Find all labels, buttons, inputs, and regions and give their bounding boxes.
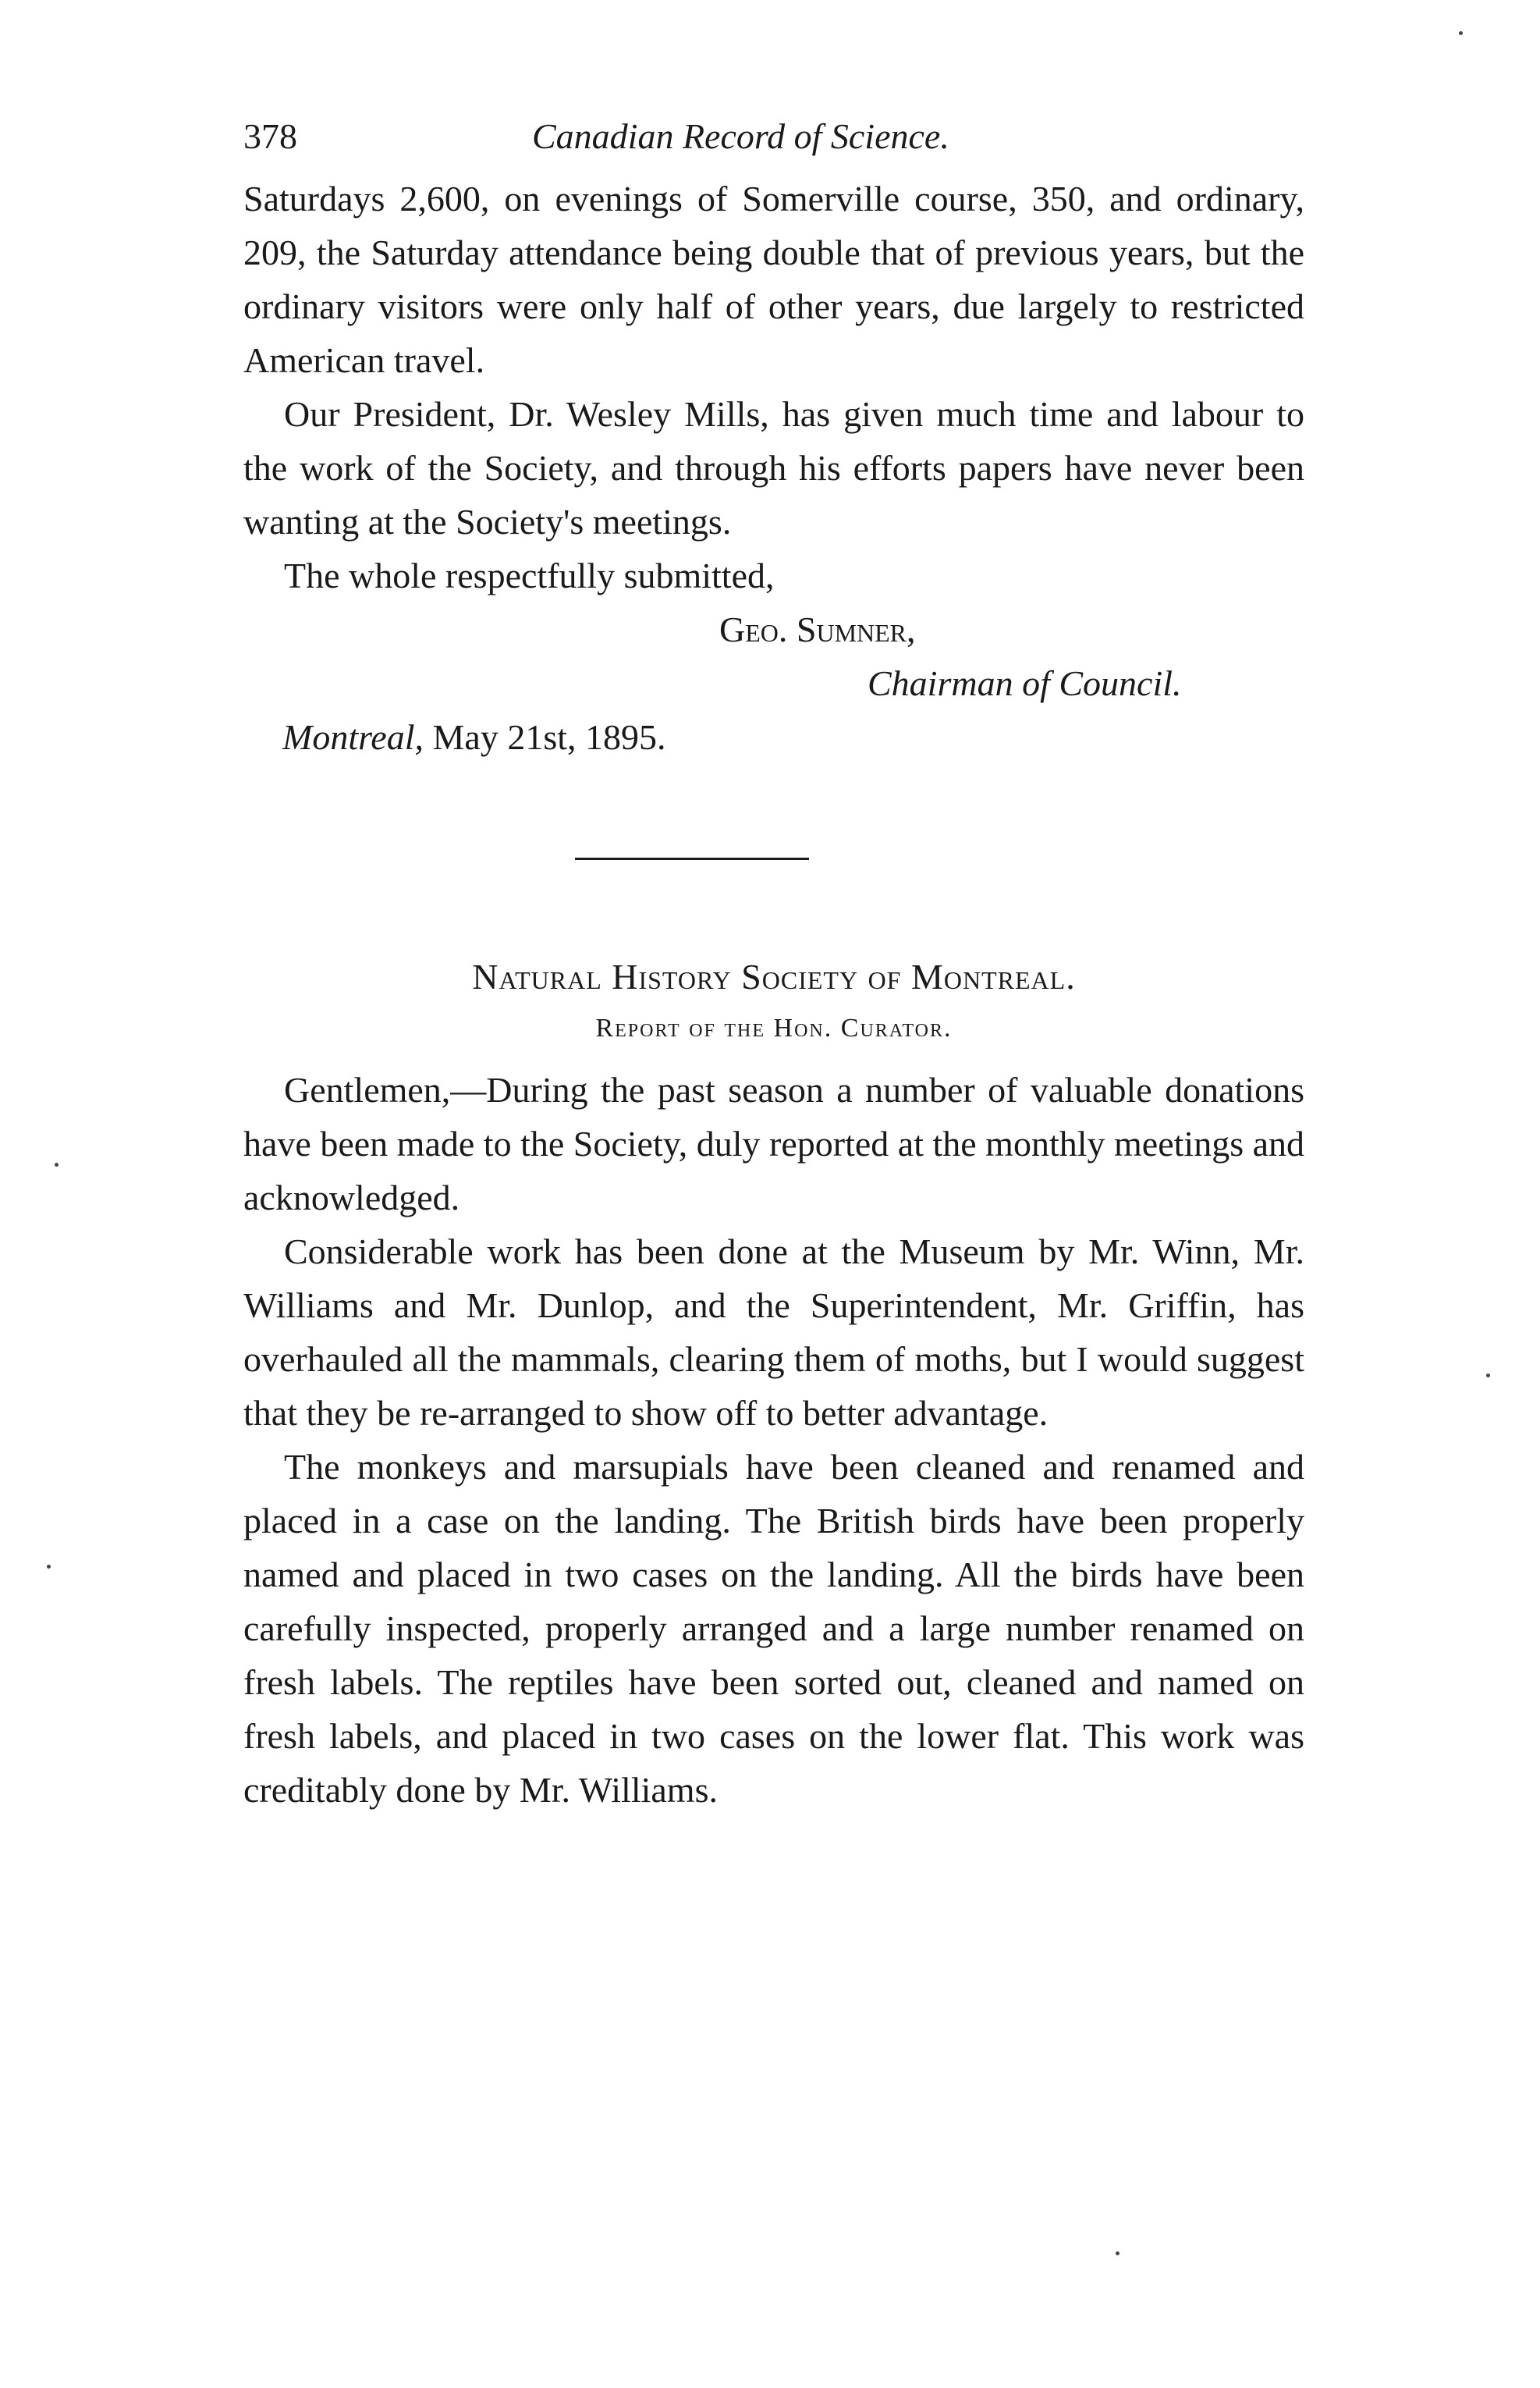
curator-report-paragraph: The monkeys and marsupials have been cleaned and renamed and placed in a case on the landing. The British birds have been properly named and placed in two cases on the landing. All the birds have been carefully inspected, properly arranged and a large number renamed on fresh labels. The reptiles have been sorted out, cleaned and named on fresh labels, and placed in two cases on the lower flat. This work was creditably done by Mr. Williams. [243,1447,1304,1810]
signature-title: Chairman of Council. [868,663,1182,703]
council-report-paragraph: Saturdays 2,600, on evenings of Somerville course, 350, and ordinary, 209, the Saturday attendance being double that of previous years, but the ordinary visitors were only half of other years, due largely to restricted American travel. [243,179,1304,380]
scan-speck [1116,2251,1120,2255]
signature-name: Geo. Sumner, [719,609,916,649]
running-title: Canadian Record of Science. [532,116,949,156]
scan-speck [1486,1373,1490,1377]
section-subheading: Report of the Hon. Curator. [595,1014,953,1043]
scan-speck [1459,31,1463,35]
report-date-text: May 21st, 1895. [424,717,666,757]
scan-speck [55,1163,59,1167]
report-date [282,710,1304,764]
council-report-paragraph: Our President, Dr. Wesley Mills, has given much time and labour to the work of the Society, and through his efforts papers have never been wanting at the Society's meetings. [243,394,1304,542]
curator-report-paragraph: Considerable work has been done at the Museum by Mr. Winn, Mr. Williams and Mr. Dunlop, and the Superintendent, Mr. Griffin, has overhauled all the mammals, clearing them of moths, but I would suggest that they be re-arranged to show off to better advantage. [243,1231,1304,1433]
curator-report-paragraph: Gentlemen,—During the past season a number of valuable donations have been made to the Society, duly reported at the monthly meetings and acknowledged. [243,1070,1305,1217]
report-date-place: Montreal, [282,717,424,757]
book-page [243,109,1304,1817]
scan-speck [47,1565,51,1569]
council-report-closing: The whole respectfully submitted, [284,556,775,595]
section-divider [575,858,809,860]
page-number: 378 [243,116,297,156]
section-heading: Natural History Society of Montreal. [472,957,1076,997]
running-head [243,109,1304,172]
